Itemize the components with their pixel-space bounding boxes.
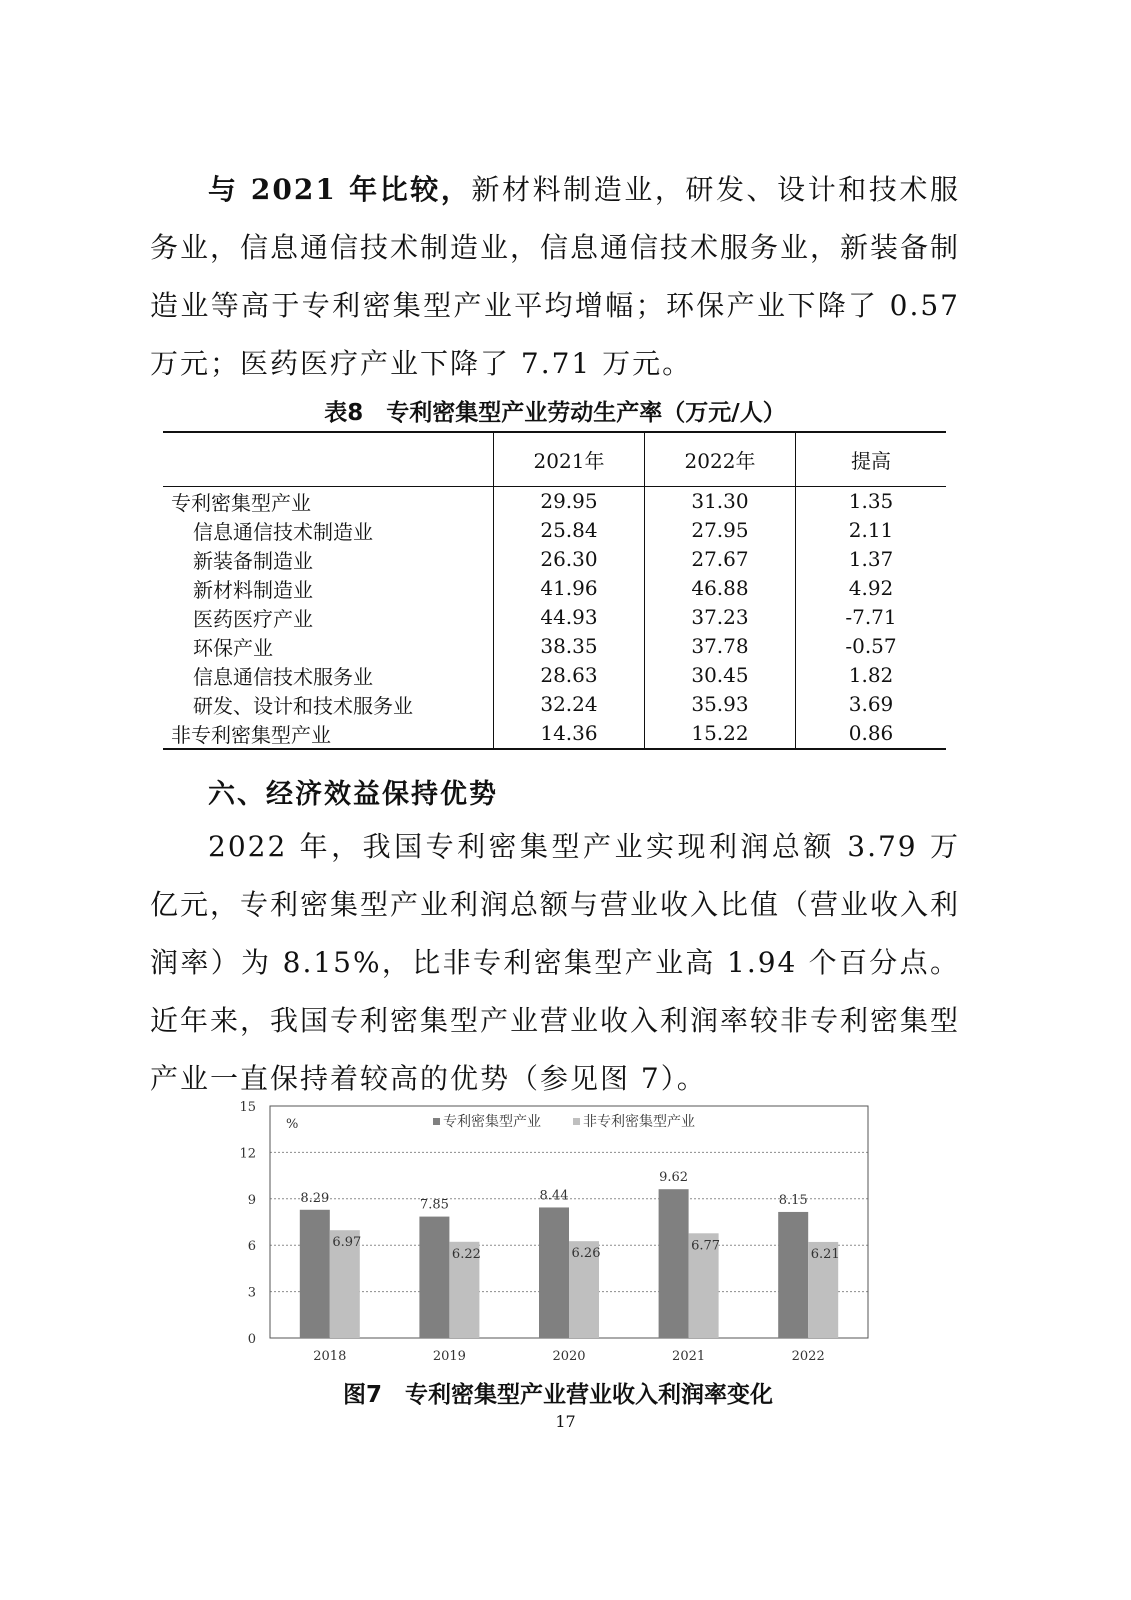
data-label: 6.22 [451, 1246, 481, 1262]
row-name: 信息通信技术制造业 [193, 519, 373, 544]
profit-margin-chart [228, 1092, 888, 1372]
row-value-2021: 32.24 [494, 690, 645, 719]
data-label: 6.21 [810, 1246, 840, 1262]
legend-label: 非专利密集型产业 [583, 1114, 695, 1130]
y-tick-label: 12 [239, 1146, 256, 1162]
row-value-2022: 31.30 [645, 486, 796, 516]
table-header-2021: 2021年 [494, 432, 645, 486]
legend-swatch [433, 1118, 440, 1125]
row-value-2021: 29.95 [494, 486, 645, 516]
figure-caption: 图7 专利密集型产业营业收入利润率变化 [342, 1382, 773, 1408]
row-value-2021: 41.96 [494, 574, 645, 603]
data-label: 8.29 [300, 1190, 330, 1206]
chart-svg [228, 1092, 888, 1372]
bar [419, 1217, 449, 1338]
data-label: 6.97 [332, 1235, 362, 1251]
bar [300, 1210, 330, 1338]
table-row [163, 690, 946, 719]
row-value-increase: 4.92 [796, 574, 947, 603]
row-value-increase: 2.11 [796, 516, 947, 545]
y-tick-label: 9 [247, 1192, 256, 1208]
row-value-increase: -7.71 [796, 603, 947, 632]
row-value-2022: 27.95 [645, 516, 796, 545]
row-value-2021: 44.93 [494, 603, 645, 632]
y-tick-label: 0 [247, 1332, 256, 1347]
y-tick-label: 3 [247, 1285, 256, 1301]
page-number: 17 [555, 1412, 576, 1431]
table-row [163, 574, 946, 603]
legend-swatch [573, 1118, 580, 1125]
table-row [163, 632, 946, 661]
data-label: 6.26 [571, 1246, 601, 1262]
y-tick-label: 15 [239, 1100, 256, 1115]
row-value-2022: 37.23 [645, 603, 796, 632]
row-value-2021: 26.30 [494, 545, 645, 574]
x-tick-label: 2020 [552, 1349, 586, 1364]
paragraph-productivity-comparison [150, 161, 960, 393]
row-value-increase: 0.86 [796, 719, 947, 749]
y-axis-unit-label: % [286, 1117, 299, 1132]
table-row [163, 545, 946, 574]
bar [778, 1212, 808, 1338]
table-header-row [163, 432, 946, 486]
table-row [163, 661, 946, 690]
row-value-2022: 37.78 [645, 632, 796, 661]
row-value-2022: 30.45 [645, 661, 796, 690]
row-value-2022: 35.93 [645, 690, 796, 719]
bar [539, 1207, 569, 1338]
row-value-2022: 46.88 [645, 574, 796, 603]
legend-label: 专利密集型产业 [443, 1114, 541, 1130]
row-value-increase: 1.37 [796, 545, 947, 574]
data-label: 8.44 [539, 1188, 569, 1204]
table-row [163, 719, 946, 749]
x-tick-label: 2021 [672, 1349, 706, 1364]
data-label: 6.77 [691, 1238, 721, 1254]
row-name: 新材料制造业 [193, 577, 313, 602]
row-name: 研发、设计和技术服务业 [193, 693, 413, 718]
table-header-increase: 提高 [796, 432, 947, 486]
row-name: 信息通信技术服务业 [193, 664, 373, 689]
row-value-increase: -0.57 [796, 632, 947, 661]
paragraph-profit-margin: 2022 年，我国专利密集型产业实现利润总额 3.79 万亿元，专利密集型产业利润总额与营业收入比值（营业收入利润率）为 8.15%，比非专利密集型产业高 1.94 个百分点。近年来，我国专利密集型产业营业收入利润率较非专利密集型产业一直保持着较高的优势（参见图 7）。 [150, 830, 961, 1095]
row-name: 专利密集型产业 [171, 490, 311, 515]
paragraph-body: 新材料制造业，研发、设计和技术服务业，信息通信技术制造业，信息通信技术服务业，新装备制造业等高于专利密集型产业平均增幅；环保产业下降了 0.57 万元；医药医疗产业下降了 7.71 万元。 [150, 173, 961, 380]
row-value-increase: 3.69 [796, 690, 947, 719]
row-value-increase: 1.35 [796, 486, 947, 516]
row-name: 医药医疗产业 [193, 606, 313, 631]
data-label: 8.15 [778, 1192, 808, 1208]
x-tick-label: 2022 [791, 1349, 825, 1364]
y-tick-label: 6 [247, 1239, 256, 1255]
row-value-2021: 14.36 [494, 719, 645, 749]
bar [659, 1189, 689, 1338]
x-tick-label: 2019 [432, 1349, 466, 1364]
row-value-2021: 28.63 [494, 661, 645, 690]
row-name: 非专利密集型产业 [163, 719, 494, 749]
table-header-name [163, 432, 494, 486]
table-row [163, 603, 946, 632]
table-row [163, 516, 946, 545]
row-value-increase: 1.82 [796, 661, 947, 690]
data-label: 9.62 [659, 1170, 689, 1186]
productivity-table [163, 431, 946, 750]
table-row [163, 486, 946, 516]
row-value-2021: 25.84 [494, 516, 645, 545]
row-name: 环保产业 [193, 635, 273, 660]
row-value-2021: 38.35 [494, 632, 645, 661]
table-caption: 表8 专利密集型产业劳动生产率（万元/人） [324, 400, 786, 426]
row-value-2022: 15.22 [645, 719, 796, 749]
table-header-2022: 2022年 [645, 432, 796, 486]
section-heading: 六、经济效益保持优势 [208, 779, 498, 810]
paragraph-lead-bold: 与 2021 年比较， [208, 173, 472, 206]
x-tick-label: 2018 [313, 1349, 347, 1364]
data-label: 7.85 [419, 1197, 449, 1213]
row-name: 新装备制造业 [193, 548, 313, 573]
row-value-2022: 27.67 [645, 545, 796, 574]
